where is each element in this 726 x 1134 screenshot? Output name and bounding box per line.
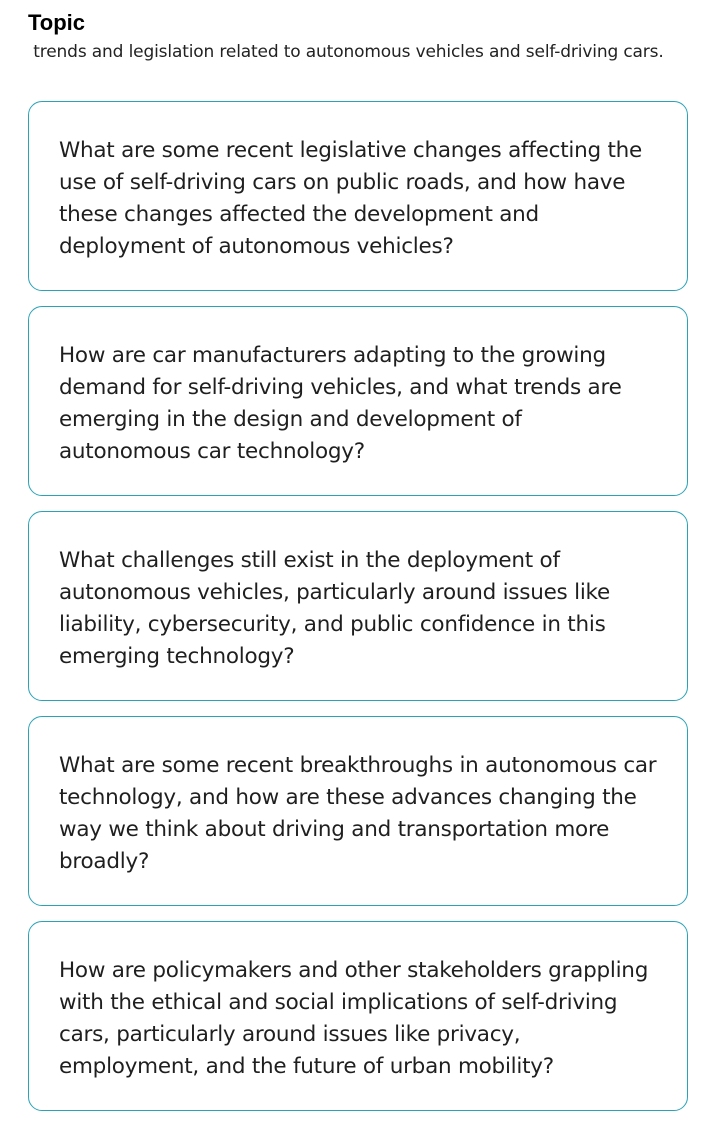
topic-section [28, 8, 698, 66]
question-card-3[interactable] [28, 511, 688, 701]
question-card-5[interactable] [28, 921, 688, 1111]
question-text: How are car manufacturers adapting to the growing demand for self-driving vehicles, and what trends are emerging in the design and development of autonomous car technology? [59, 343, 622, 464]
topic-heading: Topic [28, 10, 86, 35]
question-card-4[interactable] [28, 716, 688, 906]
question-text: How are policymakers and other stakeholders grappling with the ethical and social implications of self-driving cars, particularly around issues like privacy, employment, and the future of urban mobility? [59, 958, 649, 1079]
question-text: What are some recent legislative changes affecting the use of self-driving cars on public roads, and how have these changes affected the development and deployment of autonomous vehicles? [59, 138, 642, 259]
topic-text: trends and legislation related to autonomous vehicles and self-driving cars. [28, 42, 664, 62]
question-card-2[interactable] [28, 306, 688, 496]
question-card-list [28, 101, 688, 1126]
question-card-1[interactable] [28, 101, 688, 291]
question-text: What are some recent breakthroughs in autonomous car technology, and how are these advances changing the way we think about driving and transportation more broadly? [59, 753, 657, 874]
question-text: What challenges still exist in the deployment of autonomous vehicles, particularly around issues like liability, cybersecurity, and public confidence in this emerging technology? [59, 548, 610, 669]
